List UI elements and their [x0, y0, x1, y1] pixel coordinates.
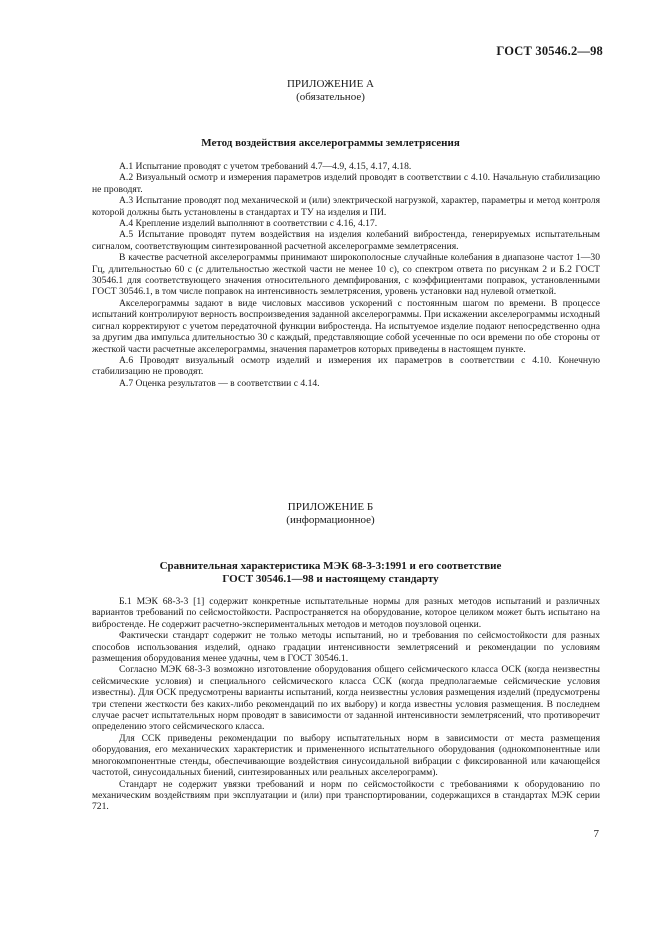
- paragraph-a2: А.2 Визуальный осмотр и измерения параметров изделий проводят в соответствии с 4.10. Начальную стабилизацию не проводят.: [92, 172, 600, 195]
- paragraph-a5: А.5 Испытание проводят путем воздействия на изделия колебаний вибростенда, генерируемых испытательным сигналом, соответствующим синтезированной расчетной акселерограмме землетрясения.: [92, 229, 600, 252]
- paragraph-a3: А.3 Испытание проводят под механической и (или) электрической нагрузкой, характер, параметры и метод контроля которой должны быть установлены в стандартах и ТУ на изделия и ПИ.: [92, 195, 600, 218]
- paragraph-a1: А.1 Испытание проводят с учетом требований 4.7—4.9, 4.15, 4.17, 4.18.: [119, 161, 412, 172]
- appendix-b-body: [92, 596, 600, 813]
- paragraph-b-standard: Стандарт не содержит увязки требований и норм по сейсмостойкости с требованиями к оборудованию по механическим воздействиям при эксплуатации и (или) при транспортировании, содержащихся в стандартах МЭК серии 721.: [92, 778, 600, 813]
- paragraph-b1: Б.1 МЭК 68-3-3 [1] содержит конкретные испытательные нормы для разных методов испытаний и различных вариантов требований по сейсмостойкости. Распространяется на оборудование, которое целиком может быть испытано на вибростенде. Не содержит расчетно-экспериментальных методов и методов поузловой оценки.: [92, 596, 600, 630]
- appendix-a-body: [92, 161, 600, 389]
- paragraph-b-osk: Согласно МЭК 68-3-3 возможно изготовление оборудования общего сейсмического класса ОСК (когда неизвестны сейсмические условия) и специального сейсмического класса ССК (когда предполагаемые сейсмические условия известны). Для ОСК предусмотрены варианты испытаний, когда неизвестны условия размещения изделий (предусмотрены три степени жесткости без каких-либо рекомендаций по их выбору) и когда известны условия размещения. В последнем случае расчет испытательных норм проводят в зависимости от заданной интенсивности землетрясений, что противоречит определению этого сейсмического класса.: [92, 664, 600, 733]
- appendix-b-heading-line2: ГОСТ 30546.1—98 и настоящему стандарту: [222, 573, 439, 585]
- paragraph-a7: А.7 Оценка результатов — в соответствии с 4.14.: [119, 377, 320, 389]
- paragraph-a5-signal: В качестве расчетной акселерограммы принимают широкополосные случайные колебания в диапазоне частот 1—30 Гц, длительностью 60 с (с длительностью жесткой части не менее 10 с), со спектром ответа по рисункам 2 и Б.2 ГОСТ 30546.1 для соответствующего значения относительного демпфирования, с коэффициентами поправок, установленными ГОСТ 30546.1, в том числе поправок на интенсивность землетрясения, уровень установки над нулевой отметкой.: [92, 252, 600, 298]
- page-number: 7: [593, 828, 599, 840]
- appendix-b-status: (информационное): [286, 514, 375, 526]
- appendix-a-heading: Метод воздействия акселерограммы землетрясения: [201, 137, 460, 149]
- paragraph-b-actual: Фактически стандарт содержит не только методы испытаний, но и требования по сейсмостойкости для разных способов использования изделий, однако градации интенсивности землетрясений и рекомендации по условиям размещения оборудования менее удачны, чем в ГОСТ 30546.1.: [92, 630, 600, 665]
- paragraph-b-ssk: Для ССК приведены рекомендации по выбору испытательных норм в зависимости от места размещения оборудования, его механических характеристик и примененного испытательного оборудования (однокомпонентные или многокомпонентные стенды, обеспечивающие воздействия синусоидальной вибрации с фиксированной или качающейся частотой, синусоидальных биений, синтезированных или реальных акселерограмм).: [92, 732, 600, 779]
- appendix-a-title: ПРИЛОЖЕНИЕ А: [286, 78, 374, 90]
- appendix-b-title: ПРИЛОЖЕНИЕ Б: [287, 501, 374, 513]
- appendix-a-status: (обязательное): [296, 91, 365, 103]
- appendix-b-heading-line1: Сравнительная характеристика МЭК 68-3-3:1991 и его соответствие: [159, 560, 502, 572]
- paragraph-a5-accelerograms: Акселерограммы задают в виде числовых массивов ускорений с постоянным шагом по времени. В процессе испытаний контролируют верность воспроизведения заданной акселерограммы. При искажении акселерограммы исходный сигнал корректируют с учетом передаточной функции вибростенда. На испытуемое изделие подают непосредственно одна за другим два импульса длительностью 30 с каждый, представляющие собой усеченные по оси времени по обе стороны от жесткой части расчетные акселерограммы, значения параметров которых приведены в настоящем пункте.: [92, 297, 600, 355]
- paragraph-a6: А.6 Проводят визуальный осмотр изделий и измерения их параметров в соответствии с 4.10. Конечную стабилизацию не проводят.: [92, 354, 600, 378]
- standard-code: ГОСТ 30546.2—98: [496, 44, 603, 58]
- paragraph-a4: А.4 Крепление изделий выполняют в соответствии с 4.16, 4.17.: [119, 218, 378, 230]
